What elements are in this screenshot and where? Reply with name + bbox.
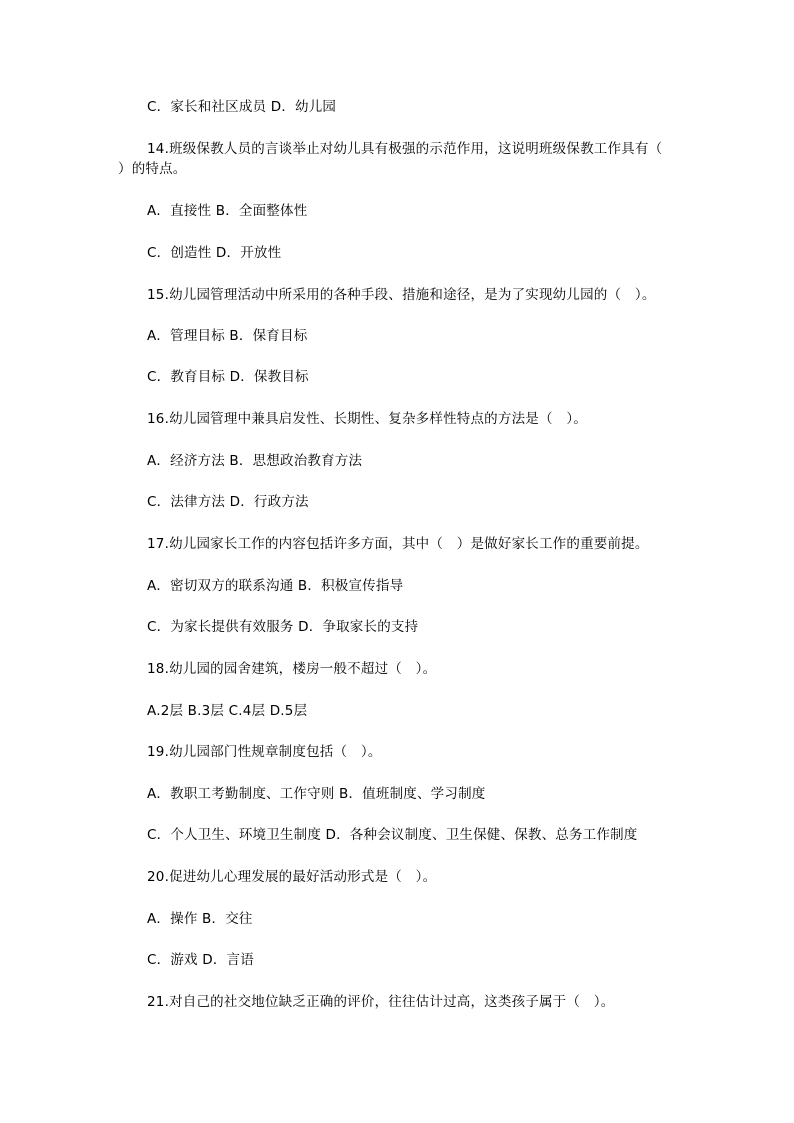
q19-option-ab: A．教职工考勤制度、工作守则 B．值班制度、学习制度 <box>147 786 486 802</box>
q16-option-cd: C．法律方法 D．行政方法 <box>147 494 309 510</box>
q14-stem-continued: ）的特点。 <box>118 161 187 177</box>
q19-stem: 19.幼儿园部门性规章制度包括（ ）。 <box>147 744 382 760</box>
q17-option-cd: C．为家长提供有效服务 D．争取家长的支持 <box>147 619 419 635</box>
q18-stem: 18.幼儿园的园舍建筑，楼房一般不超过（ ）。 <box>147 661 437 677</box>
q20-option-ab: A．操作 B．交往 <box>147 911 253 927</box>
q18-options: A.2层 B.3层 C.4层 D.5层 <box>147 703 308 719</box>
q14-option-ab: A．直接性 B．全面整体性 <box>147 203 308 219</box>
q15-option-cd: C．教育目标 D．保教目标 <box>147 369 309 385</box>
q20-option-cd: C．游戏 D．言语 <box>147 952 254 968</box>
q13-option-cd: C．家长和社区成员 D．幼儿园 <box>147 99 337 115</box>
q20-stem: 20.促进幼儿心理发展的最好活动形式是（ ）。 <box>147 869 437 885</box>
q21-stem: 21.对自己的社交地位缺乏正确的评价，往往估计过高，这类孩子属于（ ）。 <box>147 994 615 1010</box>
q19-option-cd: C．个人卫生、环境卫生制度 D．各种会议制度、卫生保健、保教、总务工作制度 <box>147 827 638 843</box>
q14-stem: 14.班级保教人员的言谈举止对幼儿具有极强的示范作用，这说明班级保教工作具有（ <box>147 141 663 157</box>
q15-stem: 15.幼儿园管理活动中所采用的各种手段、措施和途径，是为了实现幼儿园的（ ）。 <box>147 287 656 303</box>
q16-stem: 16.幼儿园管理中兼具启发性、长期性、复杂多样性特点的方法是（ ）。 <box>147 411 588 427</box>
q16-option-ab: A．经济方法 B．思想政治教育方法 <box>147 453 363 469</box>
q17-stem: 17.幼儿园家长工作的内容包括许多方面，其中（ ）是做好家长工作的重要前提。 <box>147 536 649 552</box>
q15-option-ab: A．管理目标 B．保育目标 <box>147 328 308 344</box>
q14-option-cd: C．创造性 D．开放性 <box>147 245 282 261</box>
q17-option-ab: A．密切双方的联系沟通 B．积极宣传指导 <box>147 578 404 594</box>
